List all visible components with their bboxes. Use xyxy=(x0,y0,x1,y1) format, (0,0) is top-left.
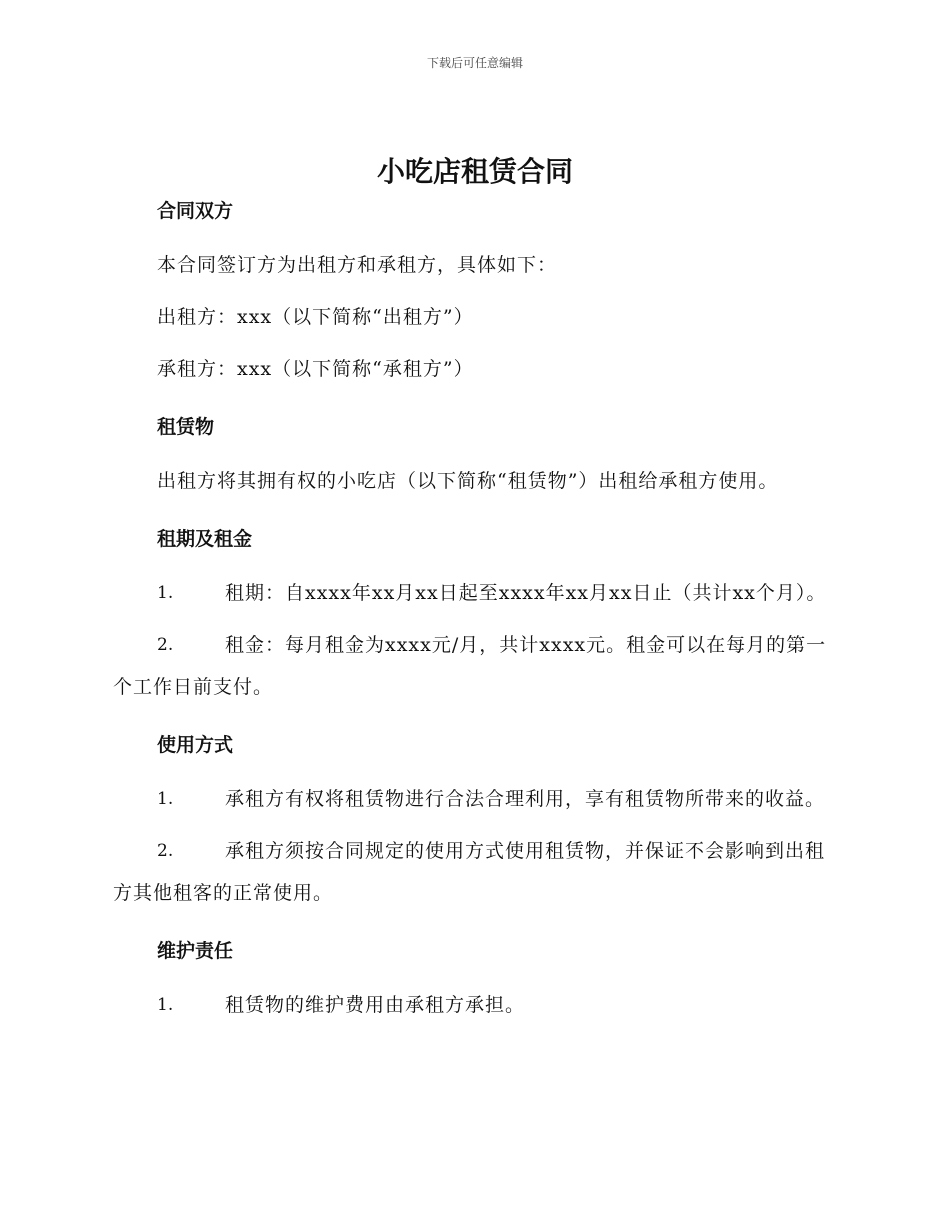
section-heading-usage: 使用方式 xyxy=(157,734,234,756)
section-heading-maintenance: 维护责任 xyxy=(157,940,234,962)
section-heading-term-and-rent: 租期及租金 xyxy=(157,528,253,550)
list-number: 1. xyxy=(157,583,174,603)
list-item xyxy=(113,830,835,914)
list-number: 2. xyxy=(157,841,174,861)
list-item xyxy=(113,778,835,820)
list-number: 1. xyxy=(157,995,174,1015)
header-note: 下载后可任意编辑 xyxy=(426,56,523,70)
list-text: 承租方须按合同规定的使用方式使用租赁物，并保证不会影响到出租方其他租客的正常使用。 xyxy=(113,840,826,904)
paragraph: 本合同签订方为出租方和承租方，具体如下： xyxy=(157,254,558,276)
section-heading-leased-property: 租赁物 xyxy=(157,416,215,438)
section-heading-parties: 合同双方 xyxy=(157,200,234,222)
list-number: 2. xyxy=(157,635,174,655)
list-item xyxy=(113,624,835,708)
list-item xyxy=(113,984,835,1026)
paragraph: 出租方：xxx（以下简称“出租方”） xyxy=(157,306,474,328)
list-text: 租期：自xxxx年xx月xx日起至xxxx年xx月xx日止（共计xx个月）。 xyxy=(225,582,827,604)
paragraph: 出租方将其拥有权的小吃店（以下简称“租赁物”）出租给承租方使用。 xyxy=(157,470,779,492)
paragraph: 承租方：xxx（以下简称“承租方”） xyxy=(157,358,474,380)
list-text: 租赁物的维护费用由承租方承担。 xyxy=(225,994,526,1016)
list-text: 租金：每月租金为xxxx元/月，共计xxxx元。租金可以在每月的第一个工作日前支付。 xyxy=(113,634,827,698)
list-item xyxy=(113,572,835,614)
document-title: 小吃店租赁合同 xyxy=(376,155,573,188)
list-text: 承租方有权将租赁物进行合法合理利用，享有租赁物所带来的收益。 xyxy=(225,788,826,810)
document-body xyxy=(113,196,835,1026)
list-number: 1. xyxy=(157,789,174,809)
